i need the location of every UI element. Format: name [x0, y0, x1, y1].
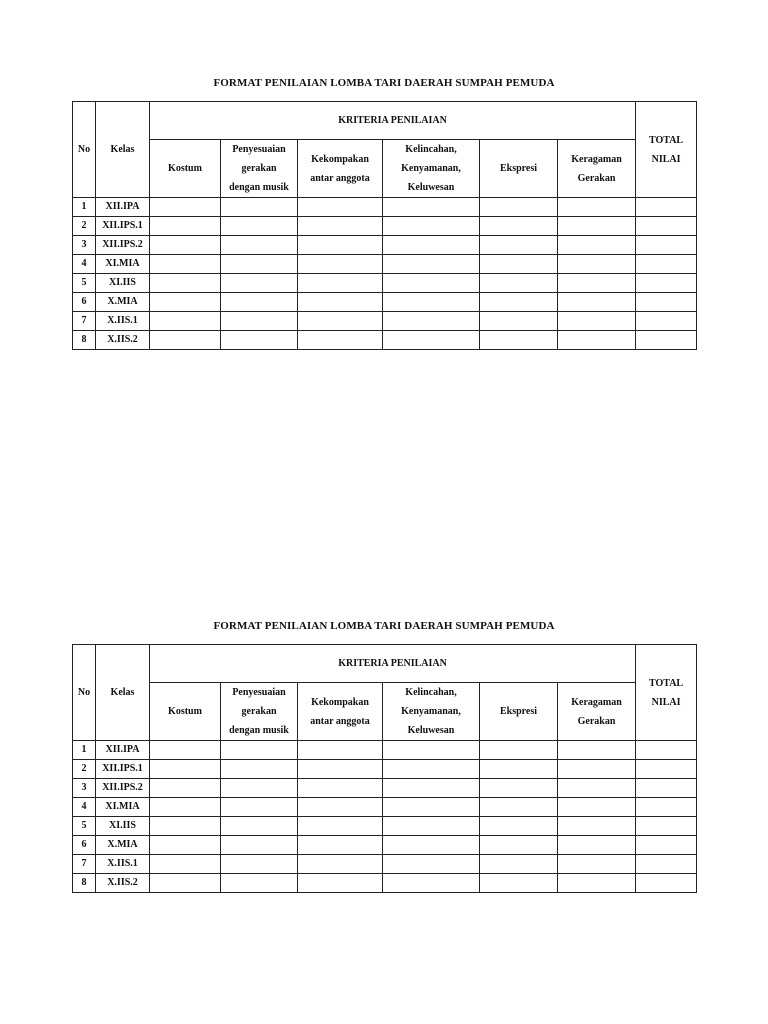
row-number: 1	[73, 741, 96, 760]
header-no: No	[73, 645, 96, 741]
row-kelas: X.IIS.1	[96, 855, 150, 874]
score-cell	[221, 798, 298, 817]
header-criterion	[383, 683, 480, 741]
table-row	[73, 255, 697, 274]
score-cell	[558, 255, 636, 274]
score-cell	[383, 874, 480, 893]
score-cell	[221, 760, 298, 779]
score-cell	[150, 874, 221, 893]
criterion-label-line: antar anggota	[310, 172, 370, 184]
criterion-label-line: Gerakan	[577, 172, 616, 184]
row-number: 3	[73, 236, 96, 255]
criterion-label-line: Kekompakan	[311, 696, 369, 708]
total-cell	[636, 798, 697, 817]
row-kelas: X.IIS.2	[96, 331, 150, 350]
score-cell	[480, 798, 558, 817]
score-cell	[221, 255, 298, 274]
score-cell	[298, 312, 383, 331]
scoring-table	[72, 644, 697, 893]
score-cell	[480, 331, 558, 350]
total-cell	[636, 293, 697, 312]
scoring-table	[72, 101, 697, 350]
score-cell	[558, 741, 636, 760]
table-row	[73, 874, 697, 893]
header-criterion	[558, 683, 636, 741]
row-kelas: X.MIA	[96, 293, 150, 312]
total-cell	[636, 255, 697, 274]
header-criterion	[150, 683, 221, 741]
score-cell	[383, 741, 480, 760]
total-cell	[636, 874, 697, 893]
table-row	[73, 293, 697, 312]
score-cell	[558, 217, 636, 236]
header-criterion	[221, 683, 298, 741]
row-number: 7	[73, 312, 96, 331]
score-cell	[150, 331, 221, 350]
score-cell	[221, 874, 298, 893]
score-cell	[221, 817, 298, 836]
score-cell	[298, 836, 383, 855]
score-cell	[221, 836, 298, 855]
criterion-label-line: Keragaman	[571, 696, 622, 708]
row-number: 4	[73, 798, 96, 817]
header-total-line-1: TOTAL	[649, 677, 684, 689]
score-cell	[298, 798, 383, 817]
score-cell	[383, 198, 480, 217]
score-cell	[221, 198, 298, 217]
score-cell	[558, 312, 636, 331]
criteria-header-row	[73, 140, 697, 198]
score-cell	[298, 217, 383, 236]
score-cell	[480, 779, 558, 798]
table-row	[73, 798, 697, 817]
row-number: 1	[73, 198, 96, 217]
score-cell	[480, 855, 558, 874]
header-kriteria: KRITERIA PENILAIAN	[150, 102, 636, 140]
score-cell	[480, 293, 558, 312]
score-cell	[558, 817, 636, 836]
table-row	[73, 312, 697, 331]
table-body	[73, 198, 697, 350]
table-row	[73, 760, 697, 779]
score-cell	[150, 274, 221, 293]
header-no: No	[73, 102, 96, 198]
criterion-label-line: Kostum	[168, 163, 202, 174]
score-cell	[383, 779, 480, 798]
score-cell	[298, 760, 383, 779]
row-kelas: XI.IIS	[96, 274, 150, 293]
score-cell	[383, 255, 480, 274]
row-number: 6	[73, 836, 96, 855]
score-cell	[150, 779, 221, 798]
form-block-1	[72, 76, 696, 350]
score-cell	[558, 293, 636, 312]
form-title: FORMAT PENILAIAN LOMBA TARI DAERAH SUMPAH PEMUDA	[213, 77, 555, 89]
score-cell	[221, 217, 298, 236]
score-cell	[221, 779, 298, 798]
header-criterion	[150, 140, 221, 198]
score-cell	[150, 255, 221, 274]
total-cell	[636, 198, 697, 217]
table-row	[73, 779, 697, 798]
score-cell	[221, 293, 298, 312]
score-cell	[150, 198, 221, 217]
criterion-label-line: gerakan	[241, 163, 277, 174]
score-cell	[298, 198, 383, 217]
criterion-label-line: Keluwesan	[407, 725, 455, 736]
header-criterion	[383, 140, 480, 198]
total-cell	[636, 741, 697, 760]
score-cell	[558, 274, 636, 293]
table-row	[73, 836, 697, 855]
score-cell	[383, 217, 480, 236]
row-number: 5	[73, 274, 96, 293]
score-cell	[383, 798, 480, 817]
row-number: 3	[73, 779, 96, 798]
total-cell	[636, 836, 697, 855]
score-cell	[221, 331, 298, 350]
total-cell	[636, 760, 697, 779]
header-criterion	[480, 683, 558, 741]
header-kriteria: KRITERIA PENILAIAN	[150, 645, 636, 683]
score-cell	[150, 817, 221, 836]
criterion-label-line: gerakan	[241, 706, 277, 717]
score-cell	[298, 274, 383, 293]
table-row	[73, 331, 697, 350]
score-cell	[221, 274, 298, 293]
row-kelas: X.IIS.2	[96, 874, 150, 893]
score-cell	[383, 236, 480, 255]
score-cell	[558, 198, 636, 217]
table-row	[73, 198, 697, 217]
score-cell	[480, 817, 558, 836]
criterion-label-line: Kenyamanan,	[401, 706, 461, 717]
score-cell	[298, 779, 383, 798]
row-number: 7	[73, 855, 96, 874]
table-body	[73, 741, 697, 893]
score-cell	[480, 236, 558, 255]
score-cell	[298, 817, 383, 836]
score-cell	[480, 255, 558, 274]
row-number: 5	[73, 817, 96, 836]
total-cell	[636, 217, 697, 236]
total-cell	[636, 331, 697, 350]
row-kelas: XII.IPS.2	[96, 236, 150, 255]
score-cell	[150, 741, 221, 760]
table-row	[73, 855, 697, 874]
header-total-nilai	[636, 645, 697, 741]
header-total-line-2: NILAI	[651, 153, 681, 165]
table-row	[73, 741, 697, 760]
score-cell	[150, 293, 221, 312]
header-total-nilai	[636, 102, 697, 198]
total-cell	[636, 236, 697, 255]
score-cell	[558, 760, 636, 779]
score-cell	[150, 760, 221, 779]
score-cell	[480, 198, 558, 217]
header-criterion	[298, 140, 383, 198]
score-cell	[298, 855, 383, 874]
score-cell	[221, 741, 298, 760]
row-number: 8	[73, 874, 96, 893]
total-cell	[636, 274, 697, 293]
header-total-line-2: NILAI	[651, 696, 681, 708]
total-cell	[636, 312, 697, 331]
table-row	[73, 274, 697, 293]
total-cell	[636, 855, 697, 874]
score-cell	[298, 741, 383, 760]
header-kelas: Kelas	[96, 645, 150, 741]
score-cell	[150, 236, 221, 255]
row-number: 8	[73, 331, 96, 350]
header-kelas: Kelas	[96, 102, 150, 198]
row-kelas: XII.IPA	[96, 741, 150, 760]
form-block-2	[72, 619, 696, 893]
total-cell	[636, 817, 697, 836]
row-kelas: X.MIA	[96, 836, 150, 855]
score-cell	[558, 779, 636, 798]
criterion-label-line: dengan musik	[229, 725, 289, 736]
score-cell	[298, 236, 383, 255]
score-cell	[480, 836, 558, 855]
score-cell	[150, 312, 221, 331]
criterion-label-line: Ekspresi	[499, 163, 538, 174]
row-kelas: XII.IPA	[96, 198, 150, 217]
score-cell	[150, 798, 221, 817]
score-cell	[298, 293, 383, 312]
row-kelas: XII.IPS.2	[96, 779, 150, 798]
criterion-label-line: Kekompakan	[311, 153, 369, 165]
score-cell	[221, 236, 298, 255]
criterion-label-line: Keluwesan	[407, 182, 455, 193]
criterion-label-line: Kostum	[168, 706, 202, 717]
header-criterion	[298, 683, 383, 741]
score-cell	[480, 274, 558, 293]
criterion-label-line: Penyesuaian	[232, 687, 286, 698]
header-total-line-1: TOTAL	[649, 134, 684, 146]
score-cell	[221, 312, 298, 331]
score-cell	[383, 836, 480, 855]
score-cell	[150, 836, 221, 855]
row-number: 2	[73, 760, 96, 779]
score-cell	[383, 855, 480, 874]
row-kelas: XI.MIA	[96, 798, 150, 817]
score-cell	[558, 836, 636, 855]
criterion-label-line: Kenyamanan,	[401, 163, 461, 174]
criterion-label-line: Gerakan	[577, 715, 616, 727]
score-cell	[558, 236, 636, 255]
score-cell	[480, 217, 558, 236]
score-cell	[480, 312, 558, 331]
total-cell	[636, 779, 697, 798]
criterion-label-line: Kelincahan,	[405, 687, 457, 698]
score-cell	[298, 255, 383, 274]
score-cell	[383, 331, 480, 350]
row-kelas: XII.IPS.1	[96, 217, 150, 236]
score-cell	[480, 741, 558, 760]
score-cell	[383, 312, 480, 331]
table-row	[73, 217, 697, 236]
table-row	[73, 236, 697, 255]
row-kelas: XII.IPS.1	[96, 760, 150, 779]
score-cell	[480, 874, 558, 893]
criterion-label-line: Penyesuaian	[232, 144, 286, 155]
table-row	[73, 817, 697, 836]
score-cell	[298, 874, 383, 893]
header-criterion	[558, 140, 636, 198]
criterion-label-line: dengan musik	[229, 182, 289, 193]
criterion-label-line: antar anggota	[310, 715, 370, 727]
score-cell	[558, 331, 636, 350]
row-kelas: X.IIS.1	[96, 312, 150, 331]
row-kelas: XI.MIA	[96, 255, 150, 274]
header-criterion	[480, 140, 558, 198]
score-cell	[298, 331, 383, 350]
header-criterion	[221, 140, 298, 198]
score-cell	[383, 817, 480, 836]
score-cell	[480, 760, 558, 779]
row-kelas: XI.IIS	[96, 817, 150, 836]
score-cell	[383, 293, 480, 312]
criterion-label-line: Keragaman	[571, 153, 622, 165]
score-cell	[558, 798, 636, 817]
score-cell	[383, 760, 480, 779]
row-number: 6	[73, 293, 96, 312]
row-number: 2	[73, 217, 96, 236]
criterion-label-line: Ekspresi	[499, 706, 538, 717]
criteria-header-row	[73, 683, 697, 741]
score-cell	[558, 874, 636, 893]
score-cell	[383, 274, 480, 293]
score-cell	[221, 855, 298, 874]
row-number: 4	[73, 255, 96, 274]
score-cell	[150, 217, 221, 236]
criterion-label-line: Kelincahan,	[405, 144, 457, 155]
score-cell	[150, 855, 221, 874]
form-title: FORMAT PENILAIAN LOMBA TARI DAERAH SUMPAH PEMUDA	[213, 620, 555, 632]
score-cell	[558, 855, 636, 874]
